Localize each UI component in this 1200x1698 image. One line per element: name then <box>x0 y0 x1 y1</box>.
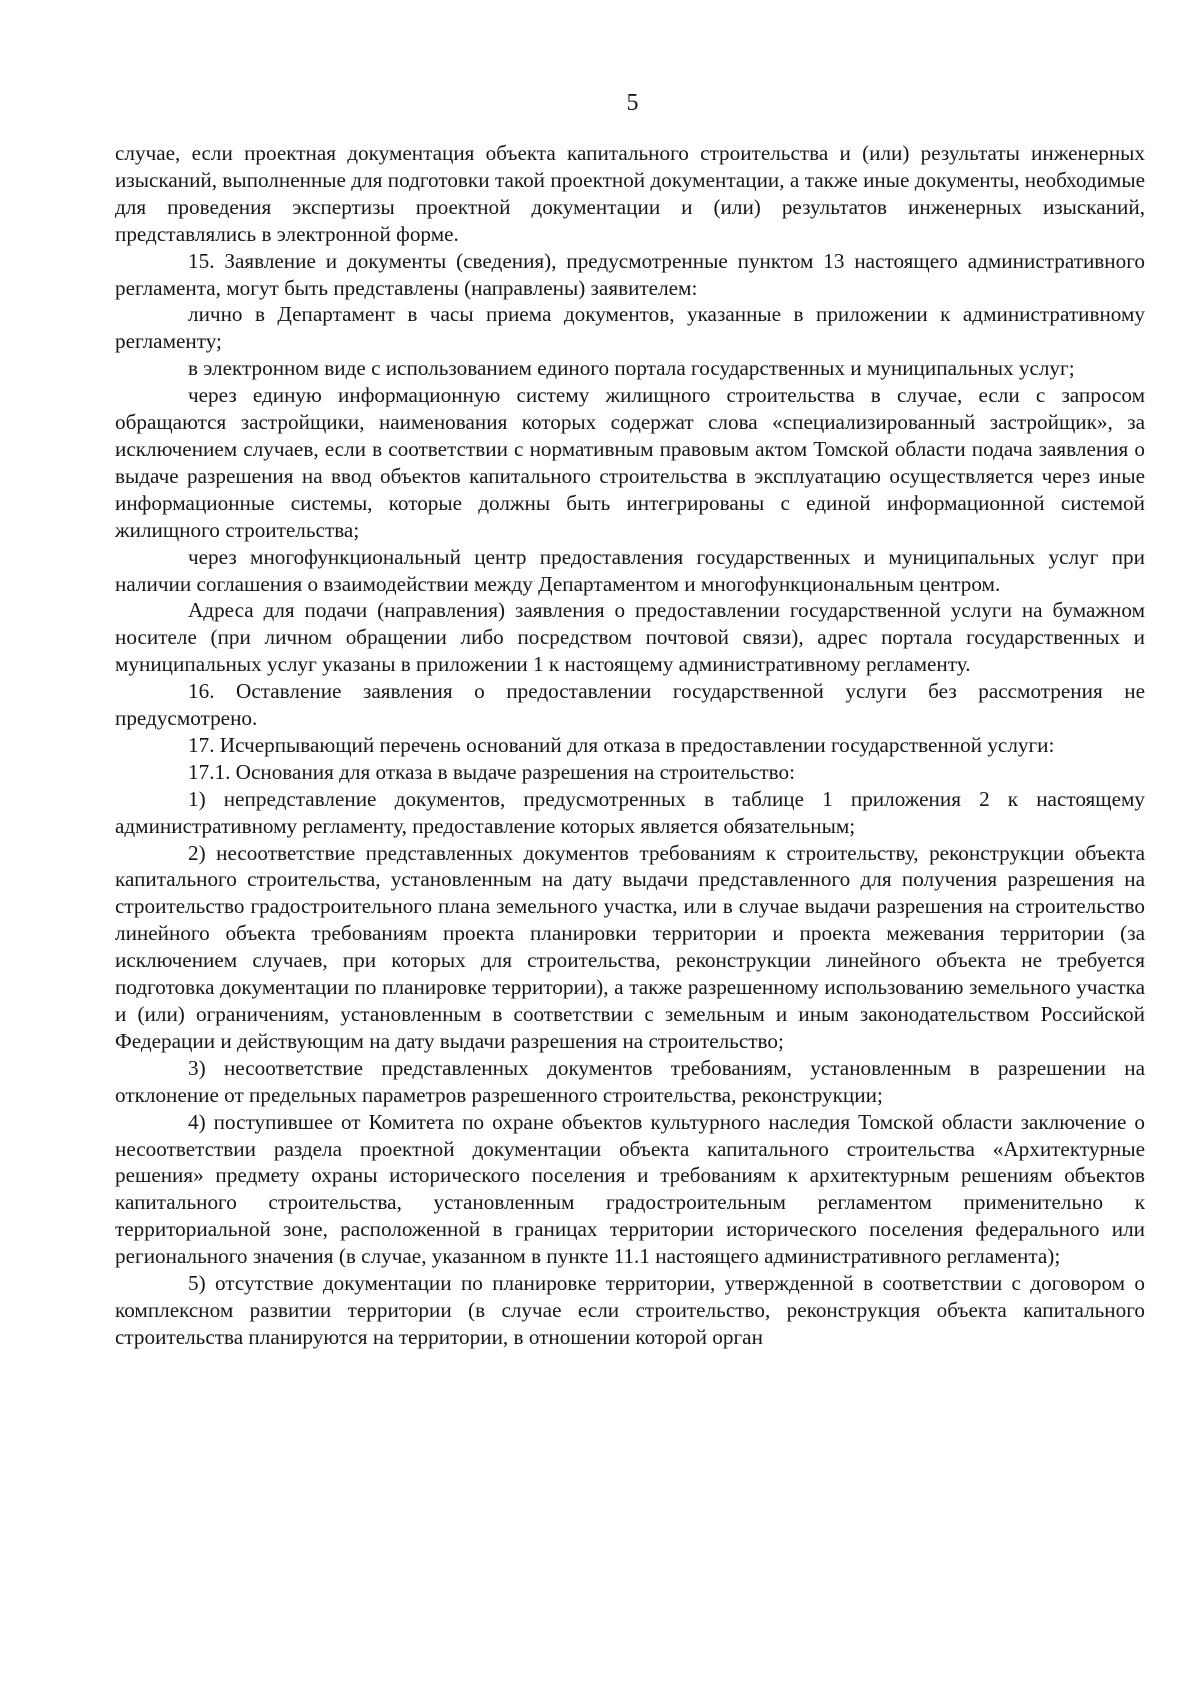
paragraph-ground-4: 4) поступившее от Комитета по охране объектов культурного наследия Томской области заключение о несоответствии раздела проектной документации объекта капитального строительства «Архитектурные решения» предмету охраны исторического поселения и требованиям к архитектурным решениям объектов капитального строительства, установленным градостроительным регламентом применительно к территориальной зоне, расположенной в границах территории исторического поселения федерального или регионального значения (в случае, указанном в пункте 11.1 настоящего административного регламента); <box>115 1109 1145 1269</box>
paragraph-ground-3: 3) несоответствие представленных документов требованиям, установленным в разрешении на отклонение от предельных параметров разрешенного строительства, реконструкции; <box>115 1055 1145 1107</box>
paragraph-submit-housing-system: через единую информационную систему жилищного строительства в случае, если с запросом обращаются застройщики, наименования которых содержат слова «специализированный застройщик», за исключением случаев, если в соответствии с нормативным правовым актом Томской области подача заявления о выдаче разрешения на ввод объектов капитального строительства в эксплуатацию осуществляется через иные информационные системы, которые должны быть интегрированы с единой информационной системой жилищного строительства; <box>115 383 1145 542</box>
document-body <box>115 140 1145 1351</box>
paragraph-ground-1: 1) непредставление документов, предусмотренных в таблице 1 приложения 2 к настоящему административному регламенту, предоставление которых является обязательным; <box>115 786 1145 838</box>
paragraph-submit-electronic: в электронном виде с использованием единого портала государственных и муниципальных услуг; <box>188 356 1075 381</box>
paragraph-ground-5: 5) отсутствие документации по планировке территории, утвержденной в соответствии с договором о комплексном развитии территории (в случае если строительство, реконструкция объекта капитального строительства планируются на территории, в отношении которой орган <box>115 1271 1145 1349</box>
paragraph-submit-mfc: через многофункциональный центр предоставления государственных и муниципальных услуг при наличии соглашения о взаимодействии между Департаментом и многофункциональным центром. <box>115 544 1145 596</box>
paragraph-continuation: случае, если проектная документация объекта капитального строительства и (или) результаты инженерных изысканий, выполненные для подготовки такой проектной документации, а также иные документы, необходимые для проведения экспертизы проектной документации и (или) результатов инженерных изысканий, представлялись в электронной форме. <box>115 141 1145 246</box>
paragraph-item-15: 15. Заявление и документы (сведения), предусмотренные пунктом 13 настоящего административного регламента, могут быть представлены (направлены) заявителем: <box>115 248 1145 300</box>
paragraph-ground-2: 2) несоответствие представленных документов требованиям к строительству, реконструкции объекта капитального строительства, установленным на дату выдачи представленного для получения разрешения на строительство градостроительного плана земельного участка, или в случае выдачи разрешения на строительство линейного объекта требованиям проекта планировки территории и проекта межевания территории (за исключением случаев, при которых для строительства, реконструкции линейного объекта не требуется подготовка документации по планировке территории), а также разрешенному использованию земельного участка и (или) ограничениям, установленным в соответствии с земельным и иным законодательством Российской Федерации и действующим на дату выдачи разрешения на строительство; <box>115 840 1145 1053</box>
paragraph-item-17-1: 17.1. Основания для отказа в выдаче разрешения на строительство: <box>188 759 795 784</box>
page-number: 5 <box>626 90 639 116</box>
paragraph-addresses: Адреса для подачи (направления) заявления о предоставлении государственной услуги на бумажном носителе (при личном обращении либо посредством почтовой связи), адрес портала государственных и муниципальных услуг указаны в приложении 1 к настоящему административному регламенту. <box>115 598 1145 677</box>
paragraph-item-17: 17. Исчерпывающий перечень оснований для отказа в предоставлении государственной услуги: <box>188 732 1055 757</box>
paragraph-item-16: 16. Оставление заявления о предоставлении государственной услуги без рассмотрения не предусмотрено. <box>115 679 1145 731</box>
paragraph-submit-in-person: лично в Департамент в часы приема документов, указанные в приложении к административному регламенту; <box>115 302 1145 354</box>
